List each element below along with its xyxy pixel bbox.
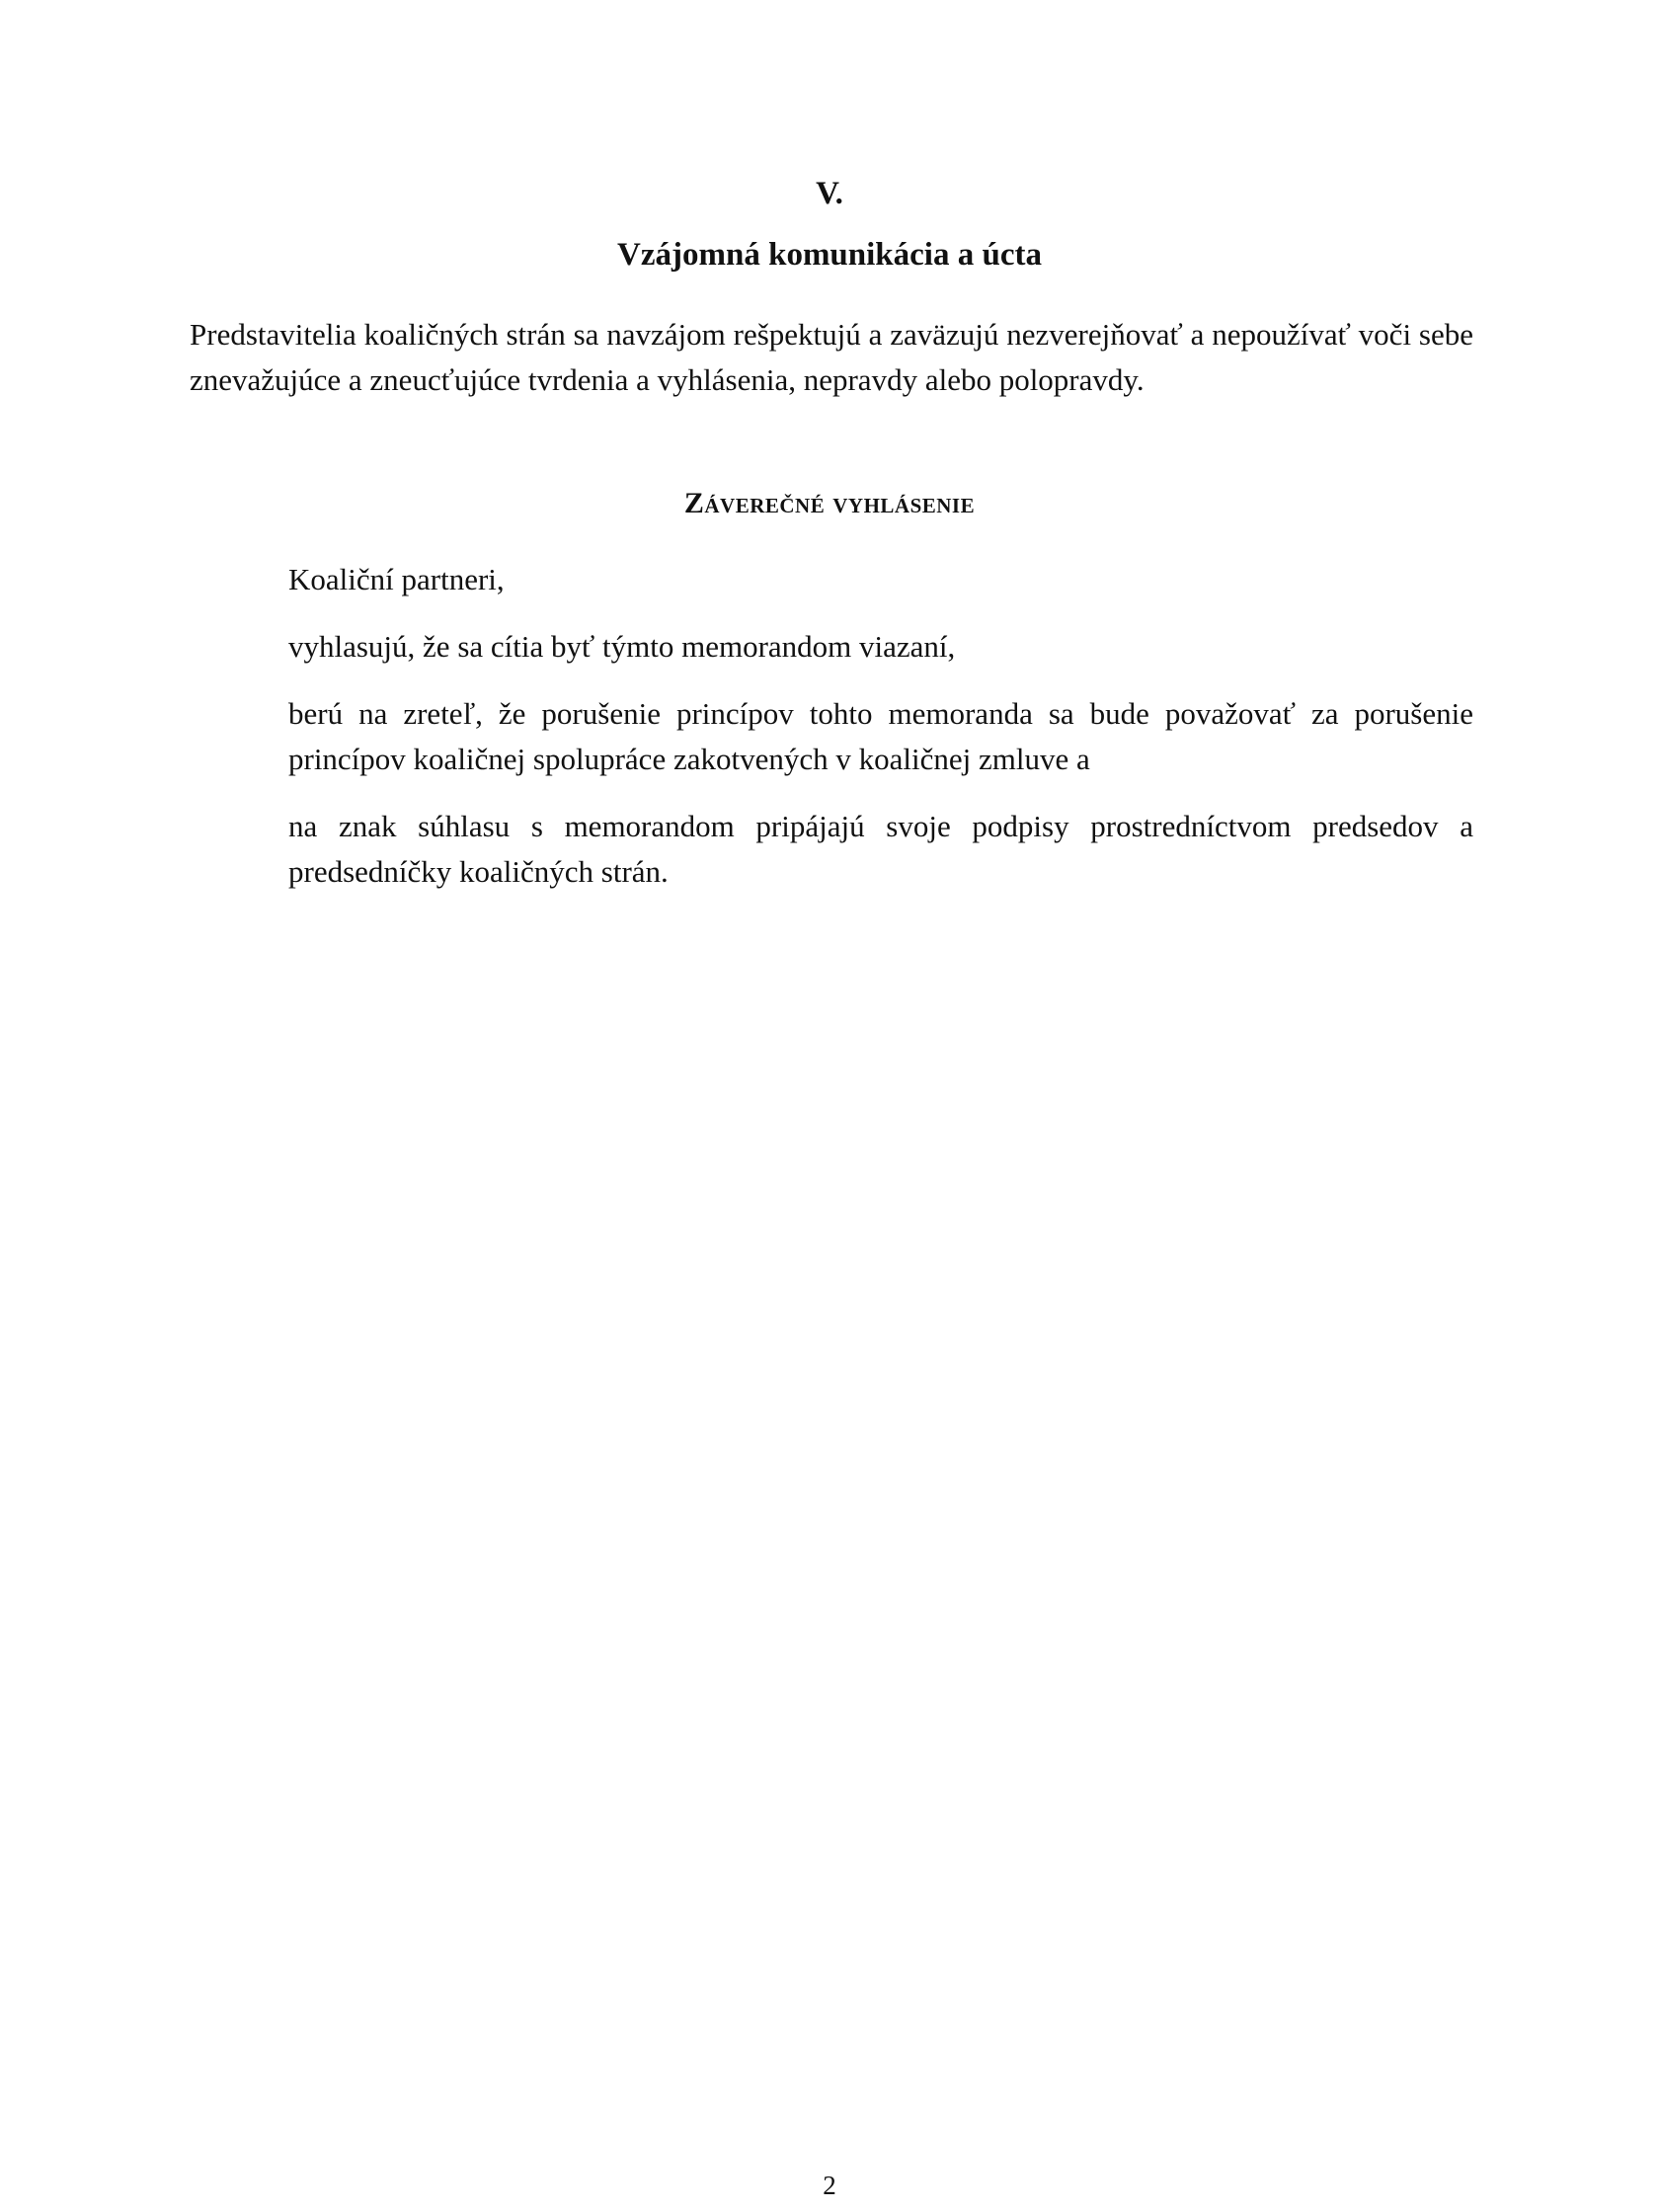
closing-statement-list bbox=[288, 557, 1473, 916]
closing-item-signatures: na znak súhlasu s memorandom pripájajú svoje podpisy prostredníctvom predsedov a predsedníčky koaličných strán. bbox=[288, 809, 1473, 889]
closing-item-partners: Koaliční partneri, bbox=[288, 562, 505, 596]
closing-item-violation: berú na zreteľ, že porušenie princípov tohto memoranda sa bude považovať za porušenie princípov koaličnej spolupráce zakotvených v koaličnej zmluve a bbox=[288, 696, 1473, 776]
closing-item-bound: vyhlasujú, že sa cítia byť týmto memorandom viazaní, bbox=[288, 629, 956, 664]
body-paragraph: Predstavitelia koaličných strán sa navzájom rešpektujú a zaväzujú nezverejňovať a nepoužívať voči sebe znevažujúce a zneucťujúce tvrdenia a vyhlásenia, nepravdy alebo polopravdy. bbox=[190, 317, 1473, 397]
section-number: V. bbox=[816, 176, 843, 211]
closing-heading: Záverečné vyhlásenie bbox=[683, 487, 976, 519]
page-number: 2 bbox=[823, 2171, 836, 2200]
section-title: Vzájomná komunikácia a úcta bbox=[617, 237, 1042, 273]
